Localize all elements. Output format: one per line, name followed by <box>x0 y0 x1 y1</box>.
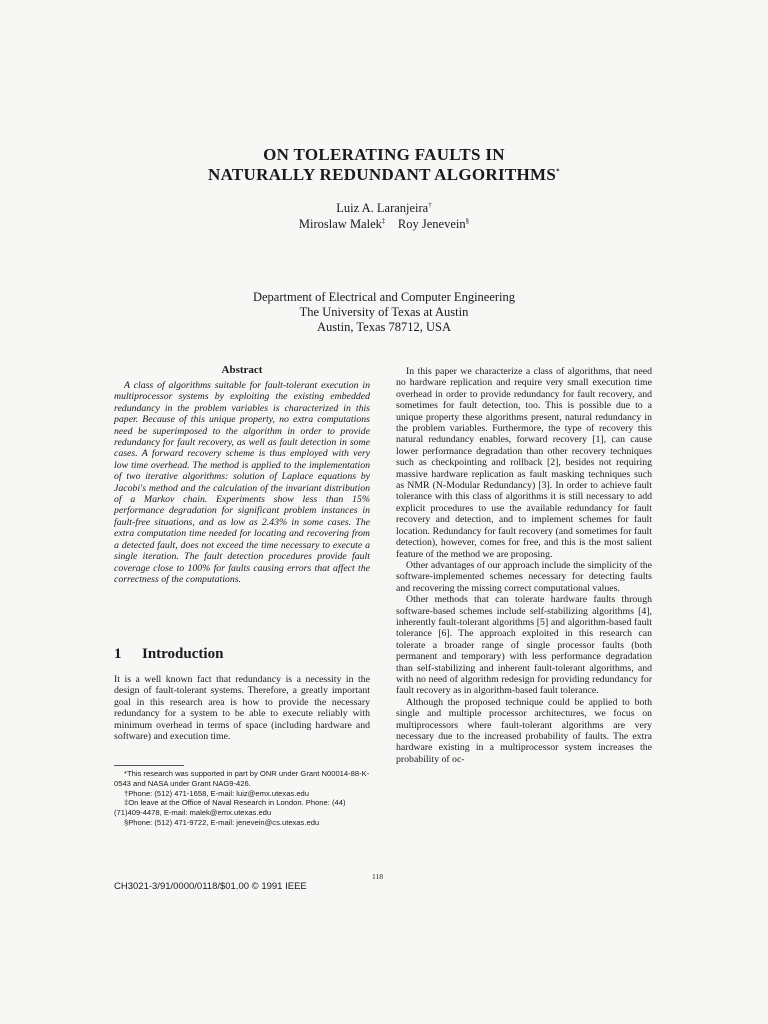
body-paragraph: Other methods that can tolerate hardware faults through software-based schemes include self-stabilizing algorithms [4], inherently fault-tolerant algorithms [5] and algorithm-based fault tolerance [6]. The approach exploited in this research can tolerate a broader range of single processor faults (both permanent and temporary) with less performance degradation than self-stabilizing and inherent fault-tolerant algorithms, and with no need of algorithm redesign for providing redundancy for fault recovery as in algorithm-based fault tolerance. <box>396 594 652 697</box>
affiliation-address: Austin, Texas 78712, USA <box>317 320 451 334</box>
author-line-2 <box>0 216 768 232</box>
author-mark: † <box>428 200 432 209</box>
footnote: ‡On leave at the Office of Naval Research in London. Phone: (44)(71)409-4478, E-mail: malek@emx.utexas.edu <box>114 798 346 818</box>
author-mark: § <box>465 216 470 225</box>
affiliation-university: The University of Texas at Austin <box>299 305 469 319</box>
affiliation-block <box>0 290 768 335</box>
author-mark: ‡ <box>381 216 386 225</box>
title-footnote-mark: * <box>556 167 560 176</box>
authors-block <box>0 200 768 232</box>
body-paragraph: Other advantages of our approach include the simplicity of the software-implemented schemes necessary for detecting faults and recovering the missing correct computational values. <box>396 559 652 594</box>
intro-paragraph: It is a well known fact that redundancy is a necessity in the design of fault-tolerant systems. Therefore, a greatly important goal in this research area is how to provide the necessary redundancy for a system to be able to execute reliably with minimum overhead in terms of space (including hardware and software) and execution time. <box>114 674 370 743</box>
abstract-text: A class of algorithms suitable for fault-tolerant execution in multiprocessor systems by exploiting the existing embedded redundancy in the problem variables is characterized in this paper. Because of this unique property, no extra computations need be superimposed to the algorithm in order to provide redundancy for fault recovery, as well as fault detection in some cases. A forward recovery scheme is thus employed with very low time overhead. The method is applied to the implementation of two iterative algorithms: solution of Laplace equations by Jacobi's method and the calculation of the invariant distribution of a Markov chain. Experiments show less than 15% performance degradation for significant problem instances in fault-free situations, and as low as 2.43% in some cases. The extra computation time needed for locating and recovering from a detected fault, does not exceed the time necessary to execute a single iteration. The fault detection procedures provide fault coverage close to 100% for faults causing errors that affect the correctness of the computations. <box>114 380 370 585</box>
footnote-rule <box>114 765 184 766</box>
affiliation-department: Department of Electrical and Computer Engineering <box>252 290 516 304</box>
author-name: Luiz A. Laranjeira <box>336 201 429 215</box>
section-heading <box>114 646 223 663</box>
author-name: Miroslaw Malek <box>298 217 382 231</box>
section-title: Introduction <box>142 646 224 662</box>
paper-title-line2 <box>0 164 768 186</box>
page-number: 118 <box>372 872 383 881</box>
abstract-heading: Abstract <box>221 364 263 376</box>
body-paragraph: In this paper we characterize a class of algorithms, that need no hardware replication and require very small execution time overhead in order to provide redundancy for fault recovery, and sometimes for fault detection, too. This is possible due to a unique property these algorithms present, natural redundancy in the problem variables. Furthermore, the type of recovery this natural redundancy enables, forward recovery [1], can cause lower performance degradation than other recovery techniques such as checkpointing and rollback [2], besides not requiring massive hardware replication as fault masking techniques such as NMR (N-Modular Redundancy) [3]. In order to achieve fault tolerance with this class of algorithms it is still necessary to add explicit procedures to use the available redundancy for fault recovery and detection, and to implement schemes for fault location. Redundancy for fault recovery (and sometimes for fault detection), however, comes for free, and this is the most salient feature of the method we are proposing. <box>396 366 652 560</box>
footnote: §Phone: (512) 471-9722, E-mail: jenevein@cs.utexas.edu <box>124 817 320 827</box>
body-paragraph: Although the proposed technique could be applied to both single and multiple processor architectures, we focus on multiprocessors where fault-tolerant algorithms are very necessary due to the increased probability of faults. The extra hardware existing in a multiprocessor system increases the probability of oc- <box>396 696 652 765</box>
footnotes <box>114 769 370 828</box>
right-column <box>396 366 652 765</box>
footnote: *This research was supported in part by ONR under Grant N00014-88-K-0543 and NASA under Grant NAG9-426. <box>114 769 370 788</box>
paper-title-text: NATURALLY REDUNDANT ALGORITHMS <box>208 165 557 184</box>
paper-title-line1: ON TOLERATING FAULTS IN <box>263 145 505 164</box>
footnote: †Phone: (512) 471-1658, E-mail: luiz@emx.utexas.edu <box>124 788 309 798</box>
author-line-1 <box>0 200 768 216</box>
author-name: Roy Jenevein <box>397 217 466 231</box>
copyright-line: CH3021-3/91/0000/0118/$01.00 © 1991 IEEE <box>114 881 307 892</box>
section-number: 1 <box>114 646 122 662</box>
